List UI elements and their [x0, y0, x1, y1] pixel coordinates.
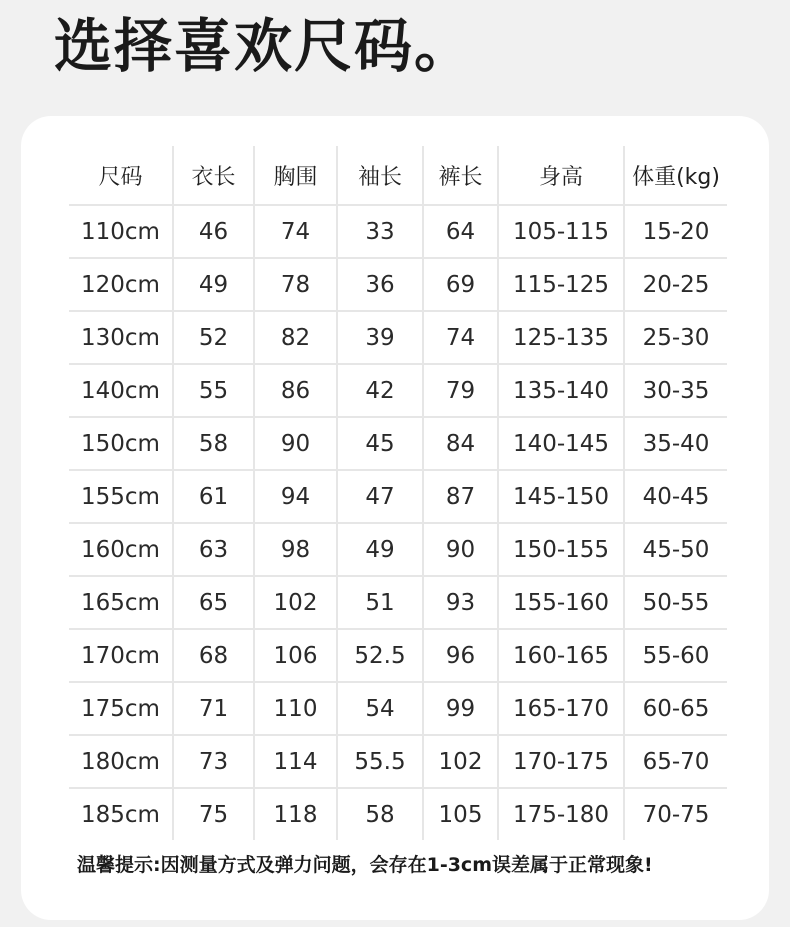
- table-cell: 58: [337, 788, 423, 840]
- table-cell: 160cm: [69, 523, 173, 576]
- table-cell: 135-140: [498, 364, 624, 417]
- table-cell: 114: [254, 735, 337, 788]
- table-cell: 33: [337, 205, 423, 258]
- table-cell: 170-175: [498, 735, 624, 788]
- table-cell: 15-20: [624, 205, 727, 258]
- table-row: [69, 682, 727, 735]
- header-size: 尺码: [98, 164, 143, 190]
- table-cell: 45: [337, 417, 423, 470]
- table-cell: 94: [254, 470, 337, 523]
- table-cell: 118: [254, 788, 337, 840]
- table-cell: 42: [337, 364, 423, 417]
- table-cell: 90: [423, 523, 498, 576]
- table-cell: 98: [254, 523, 337, 576]
- table-cell: 74: [254, 205, 337, 258]
- table-row: [69, 629, 727, 682]
- table-cell: 45-50: [624, 523, 727, 576]
- table-cell: 96: [423, 629, 498, 682]
- table-cell: 110: [254, 682, 337, 735]
- table-cell: 102: [254, 576, 337, 629]
- table-cell: 68: [173, 629, 254, 682]
- table-cell: 79: [423, 364, 498, 417]
- table-cell: 165cm: [69, 576, 173, 629]
- table-cell: 155cm: [69, 470, 173, 523]
- table-row: [69, 576, 727, 629]
- table-row: [69, 417, 727, 470]
- table-cell: 74: [423, 311, 498, 364]
- table-row: [69, 364, 727, 417]
- table-cell: 65: [173, 576, 254, 629]
- table-cell: 99: [423, 682, 498, 735]
- table-cell: 51: [337, 576, 423, 629]
- table-cell: 55: [173, 364, 254, 417]
- size-table: [69, 146, 727, 840]
- table-cell: 84: [423, 417, 498, 470]
- table-cell: 64: [423, 205, 498, 258]
- table-cell: 40-45: [624, 470, 727, 523]
- table-cell: 120cm: [69, 258, 173, 311]
- header-height: 身高: [498, 146, 624, 205]
- table-cell: 55.5: [337, 735, 423, 788]
- table-header-row: [69, 146, 727, 205]
- table-cell: 170cm: [69, 629, 173, 682]
- table-cell: 69: [423, 258, 498, 311]
- table-cell: 145-150: [498, 470, 624, 523]
- table-cell: 54: [337, 682, 423, 735]
- table-cell: 25-30: [624, 311, 727, 364]
- table-cell: 105-115: [498, 205, 624, 258]
- table-cell: 185cm: [69, 788, 173, 840]
- header-pants-length: 裤长: [423, 146, 498, 205]
- table-cell: 150-155: [498, 523, 624, 576]
- table-row: [69, 205, 727, 258]
- table-cell: 180cm: [69, 735, 173, 788]
- table-cell: 49: [337, 523, 423, 576]
- table-cell: 140cm: [69, 364, 173, 417]
- table-cell: 125-135: [498, 311, 624, 364]
- table-cell: 60-65: [624, 682, 727, 735]
- table-cell: 63: [173, 523, 254, 576]
- table-row: [69, 470, 727, 523]
- table-cell: 130cm: [69, 311, 173, 364]
- table-cell: 71: [173, 682, 254, 735]
- table-cell: 105: [423, 788, 498, 840]
- table-cell: 78: [254, 258, 337, 311]
- table-cell: 52.5: [337, 629, 423, 682]
- table-cell: 110cm: [69, 205, 173, 258]
- table-cell: 58: [173, 417, 254, 470]
- header-chest: 胸围: [254, 146, 337, 205]
- table-cell: 65-70: [624, 735, 727, 788]
- table-cell: 155-160: [498, 576, 624, 629]
- table-cell: 70-75: [624, 788, 727, 840]
- table-cell: 90: [254, 417, 337, 470]
- table-cell: 52: [173, 311, 254, 364]
- header-sleeve: 袖长: [337, 146, 423, 205]
- table-row: [69, 788, 727, 840]
- table-cell: 160-165: [498, 629, 624, 682]
- table-cell: 30-35: [624, 364, 727, 417]
- table-cell: 86: [254, 364, 337, 417]
- table-cell: 50-55: [624, 576, 727, 629]
- size-chart-card: [21, 116, 769, 920]
- table-cell: 93: [423, 576, 498, 629]
- table-cell: 61: [173, 470, 254, 523]
- table-row: [69, 311, 727, 364]
- table-cell: 35-40: [624, 417, 727, 470]
- table-cell: 36: [337, 258, 423, 311]
- table-cell: 49: [173, 258, 254, 311]
- table-cell: 82: [254, 311, 337, 364]
- measurement-note: 温馨提示:因测量方式及弹力问题，会存在1-3cm误差属于正常现象!: [77, 854, 653, 876]
- header-length: 衣长: [173, 146, 254, 205]
- table-cell: 75: [173, 788, 254, 840]
- header-weight: 体重(kg): [624, 146, 727, 205]
- table-row: [69, 735, 727, 788]
- table-cell: 73: [173, 735, 254, 788]
- table-cell: 20-25: [624, 258, 727, 311]
- page-title: 选择喜欢尺码。: [54, 12, 475, 80]
- table-cell: 140-145: [498, 417, 624, 470]
- table-cell: 55-60: [624, 629, 727, 682]
- table-cell: 175cm: [69, 682, 173, 735]
- table-row: [69, 258, 727, 311]
- table-cell: 87: [423, 470, 498, 523]
- table-cell: 150cm: [69, 417, 173, 470]
- table-cell: 102: [423, 735, 498, 788]
- table-row: [69, 523, 727, 576]
- table-body: [69, 205, 727, 840]
- table-cell: 39: [337, 311, 423, 364]
- table-cell: 115-125: [498, 258, 624, 311]
- table-cell: 47: [337, 470, 423, 523]
- table-cell: 165-170: [498, 682, 624, 735]
- table-cell: 106: [254, 629, 337, 682]
- table-cell: 175-180: [498, 788, 624, 840]
- table-cell: 46: [173, 205, 254, 258]
